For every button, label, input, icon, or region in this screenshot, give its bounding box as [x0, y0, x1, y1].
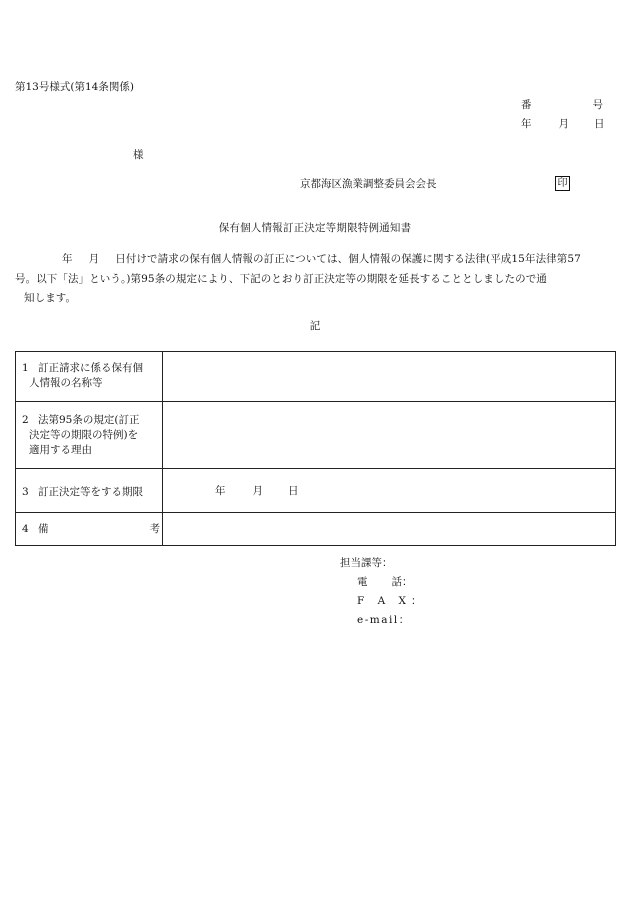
row-label-line: 適用する理由	[29, 444, 92, 456]
document-title: 保有個人情報訂正決定等期限特例通知書	[218, 222, 412, 234]
contact-person-label: 担当課等：	[340, 557, 393, 569]
row-label-line: 法第95条の規定(訂正	[38, 414, 140, 426]
date-year-label: 年	[521, 118, 532, 130]
value-cell-3[interactable]	[163, 469, 616, 513]
body-line-1-text: 日付けで請求の保有個人情報の訂正については、個人情報の保護に関する法律(平成15年法律第57	[115, 253, 581, 265]
document-number-row	[521, 99, 603, 118]
label-cell-1	[16, 352, 163, 402]
form-number: 第13号様式(第14条関係)	[15, 81, 134, 93]
date-month-label: 月	[558, 118, 569, 130]
table-row	[16, 402, 616, 469]
deadline-day-label: 日	[288, 485, 299, 497]
addressee-suffix: 様	[133, 149, 144, 161]
body-month-label: 月	[88, 253, 100, 265]
body-line-1	[15, 250, 618, 270]
row-label-line: 人情報の名称等	[29, 377, 103, 389]
contact-block	[340, 557, 430, 633]
value-cell-1[interactable]	[163, 352, 616, 402]
table-row	[16, 513, 616, 546]
date-day-label: 日	[594, 118, 605, 130]
number-label-go: 号	[592, 99, 603, 111]
label-cell-2	[16, 402, 163, 469]
remarks-label-a: 備	[38, 523, 49, 535]
contact-phone-row	[340, 576, 430, 595]
contact-fax-label: F A X：	[357, 595, 427, 607]
row-label-line: 訂正請求に係る保有個	[38, 362, 143, 374]
contact-phone-b: 話：	[391, 576, 413, 588]
body-line-2: 号。以下「法」という。)第95条の規定により、下記のとおり訂正決定等の期限を延長することとしましたので通	[15, 272, 547, 285]
contact-email-label: e-mail：	[357, 614, 411, 626]
seal-mark: 印	[555, 176, 570, 191]
number-label-ban: 番	[521, 99, 532, 111]
label-cell-4	[16, 513, 163, 546]
deadline-month-label: 月	[252, 485, 263, 497]
table-row	[16, 469, 616, 513]
row-number: 1	[22, 362, 29, 374]
value-cell-4[interactable]	[163, 513, 616, 546]
ki-heading: 記	[309, 320, 321, 332]
sender-name: 京都海区漁業調整委員会会長	[300, 178, 437, 190]
label-cell-3	[16, 469, 163, 513]
remarks-label-b: 考	[149, 523, 160, 535]
document-date-row	[521, 118, 603, 137]
body-year-label: 年	[62, 253, 73, 265]
row-number: 2	[22, 414, 29, 426]
body-paragraph	[15, 250, 618, 309]
row-number: 3	[22, 486, 29, 498]
document-number-date-block	[521, 99, 603, 137]
row-label-line: 決定等の期限の特例)を	[29, 429, 139, 441]
contact-phone-a: 電	[357, 576, 368, 588]
body-line-3: 知します。	[24, 292, 77, 304]
detail-table	[15, 351, 616, 546]
deadline-year-label: 年	[215, 485, 226, 497]
table-row	[16, 352, 616, 402]
row-label-line: 訂正決定等をする期限	[38, 486, 143, 498]
row-number: 4	[22, 523, 29, 535]
value-cell-2[interactable]	[163, 402, 616, 469]
